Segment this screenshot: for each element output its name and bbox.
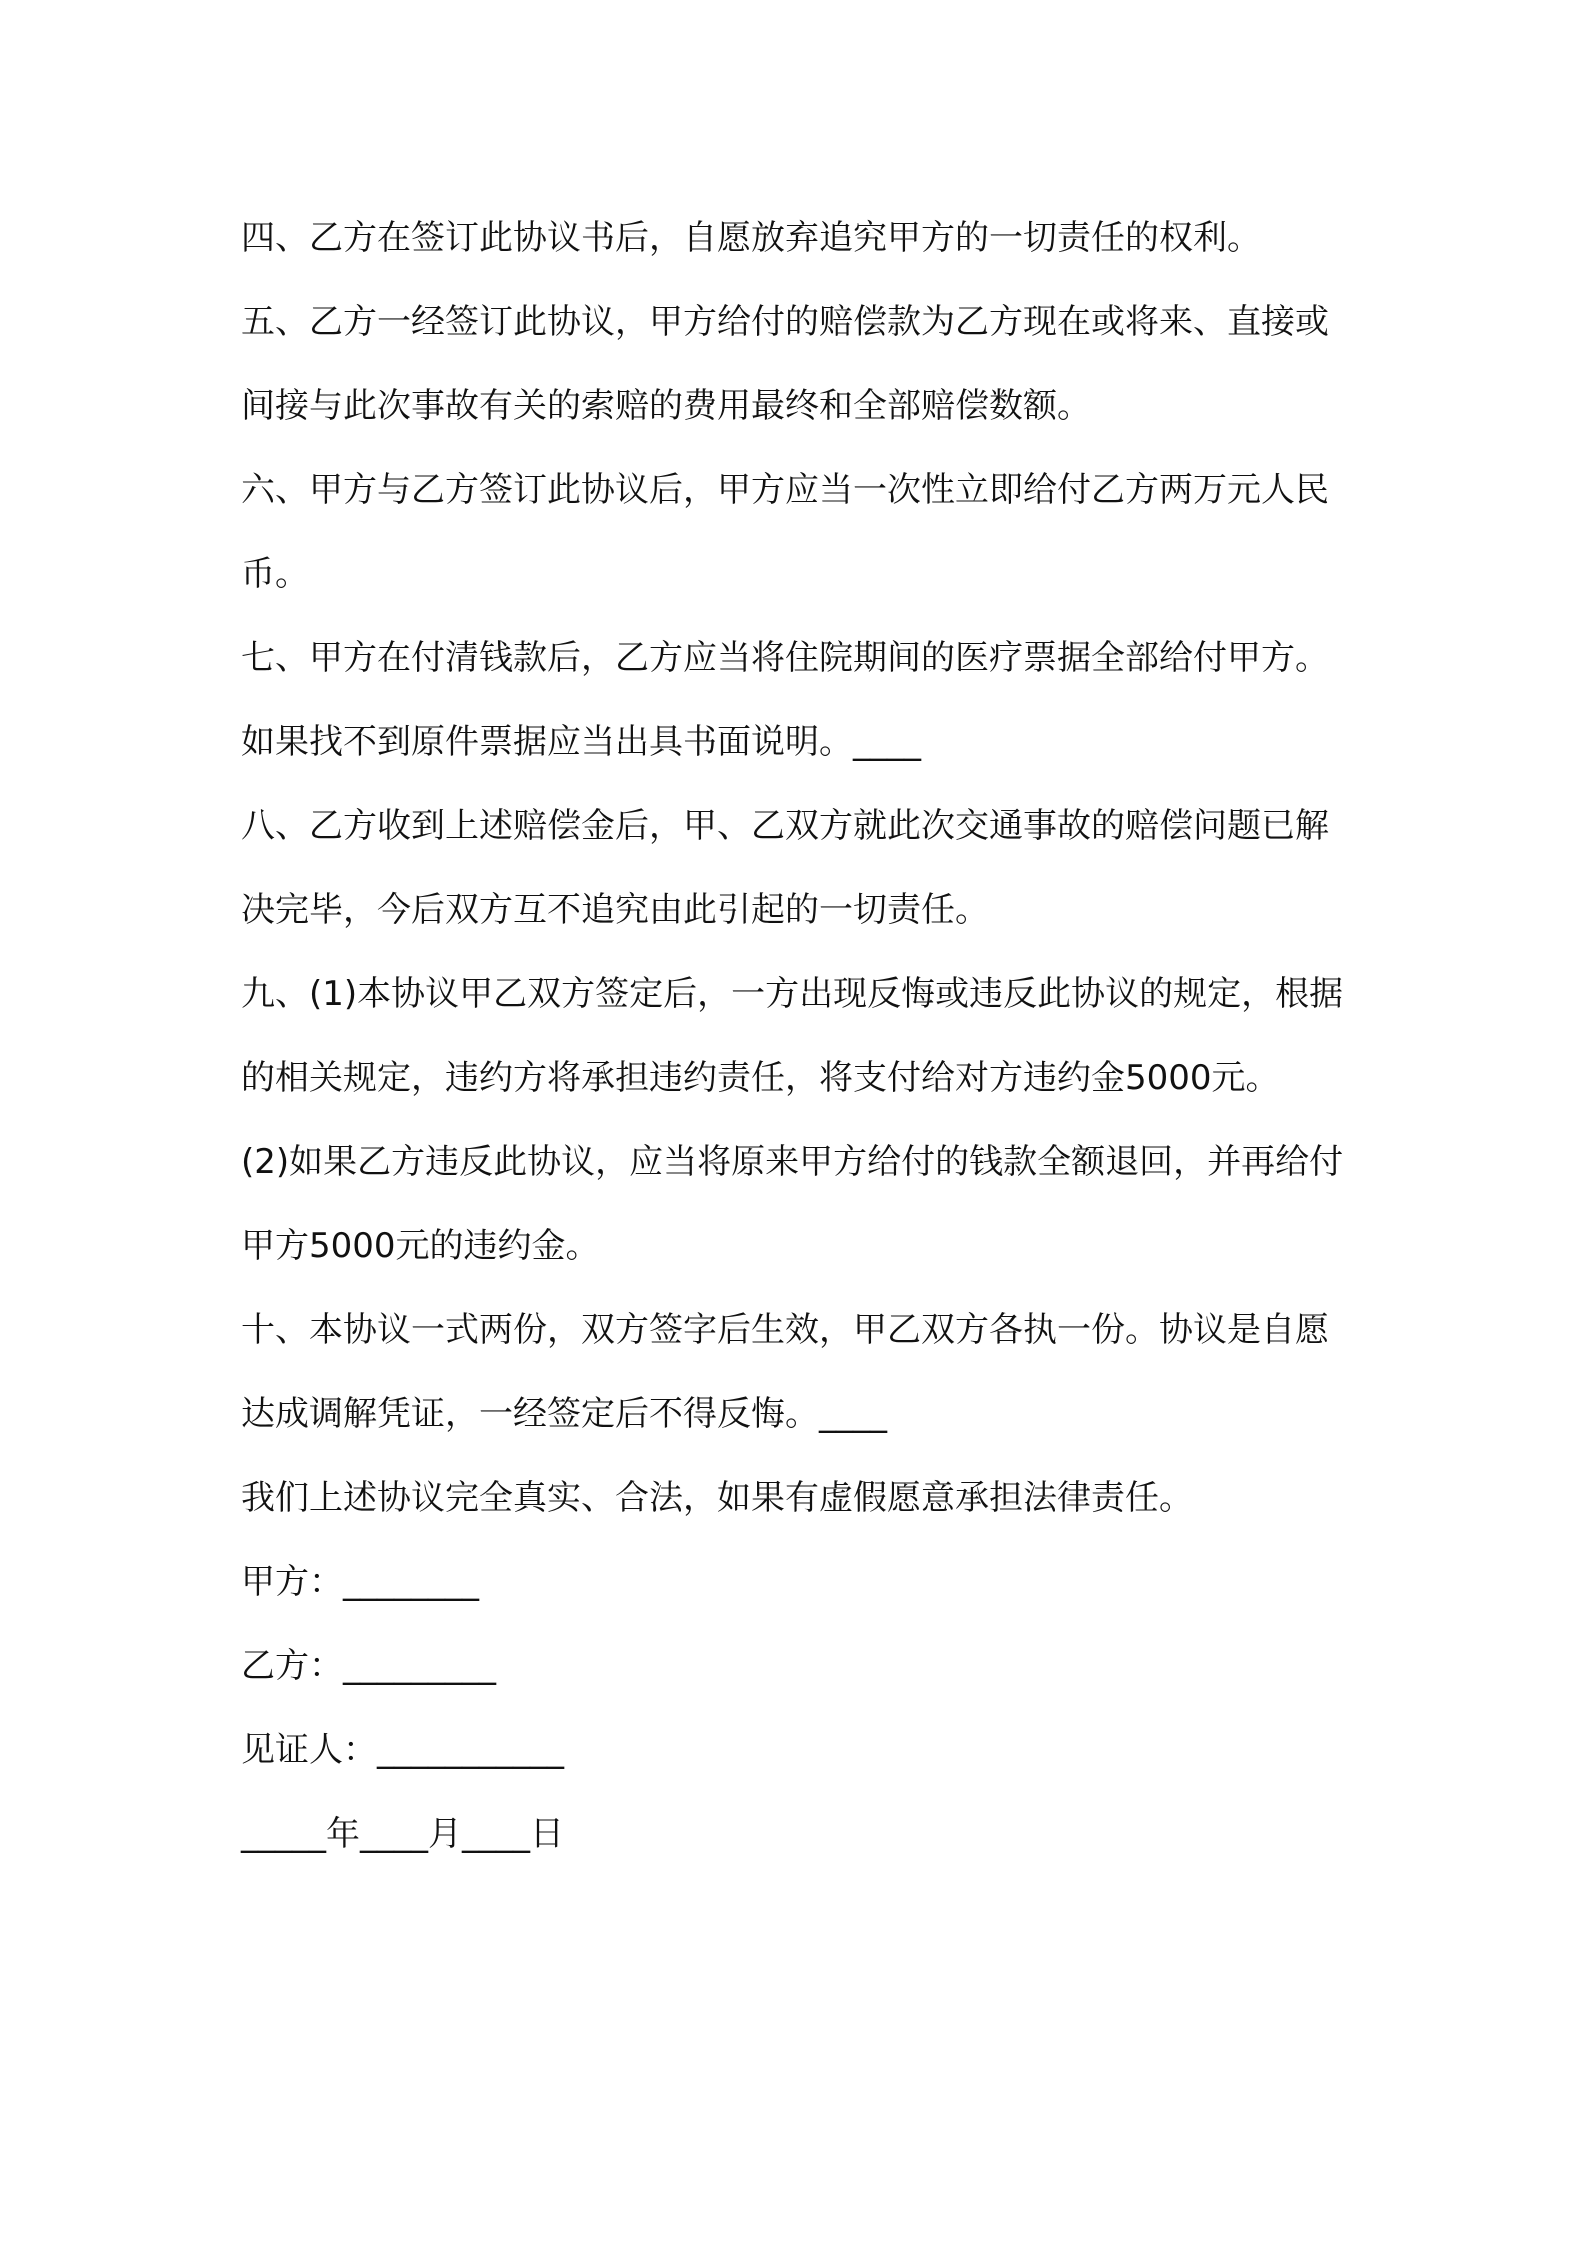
document-body (241, 196, 1361, 1876)
clause-5: 五、乙方一经签订此协议，甲方给付的赔偿款为乙方现在或将来、直接或间接与此次事故有关的索赔的费用最终和全部赔偿数额。 (241, 302, 1329, 426)
date-line: _____年____月____日 (241, 1814, 564, 1854)
signature-witness: 见证人：___________ (241, 1730, 564, 1770)
clause-10: 十、本协议一式两份，双方签字后生效，甲乙双方各执一份。协议是自愿达成调解凭证，一经签定后不得反悔。____ (241, 1310, 1329, 1434)
clause-9-1: 九、(1)本协议甲乙双方签定后，一方出现反悔或违反此协议的规定，根据的相关规定，违约方将承担违约责任，将支付给对方违约金5000元。 (241, 974, 1344, 1098)
declaration: 我们上述协议完全真实、合法，如果有虚假愿意承担法律责任。 (241, 1478, 1193, 1518)
clause-6: 六、甲方与乙方签订此协议后，甲方应当一次性立即给付乙方两万元人民币。 (241, 470, 1329, 594)
signature-party-b: 乙方：_________ (241, 1646, 496, 1686)
clause-8: 八、乙方收到上述赔偿金后，甲、乙双方就此次交通事故的赔偿问题已解决完毕，今后双方互不追究由此引起的一切责任。 (241, 806, 1329, 930)
clause-4: 四、乙方在签订此协议书后，自愿放弃追究甲方的一切责任的权利。 (241, 218, 1261, 258)
clause-7: 七、甲方在付清钱款后，乙方应当将住院期间的医疗票据全部给付甲方。如果找不到原件票据应当出具书面说明。____ (241, 638, 1329, 762)
clause-9-2: (2)如果乙方违反此协议，应当将原来甲方给付的钱款全额退回，并再给付甲方5000元的违约金。 (241, 1142, 1344, 1266)
signature-party-a: 甲方：________ (241, 1562, 479, 1602)
